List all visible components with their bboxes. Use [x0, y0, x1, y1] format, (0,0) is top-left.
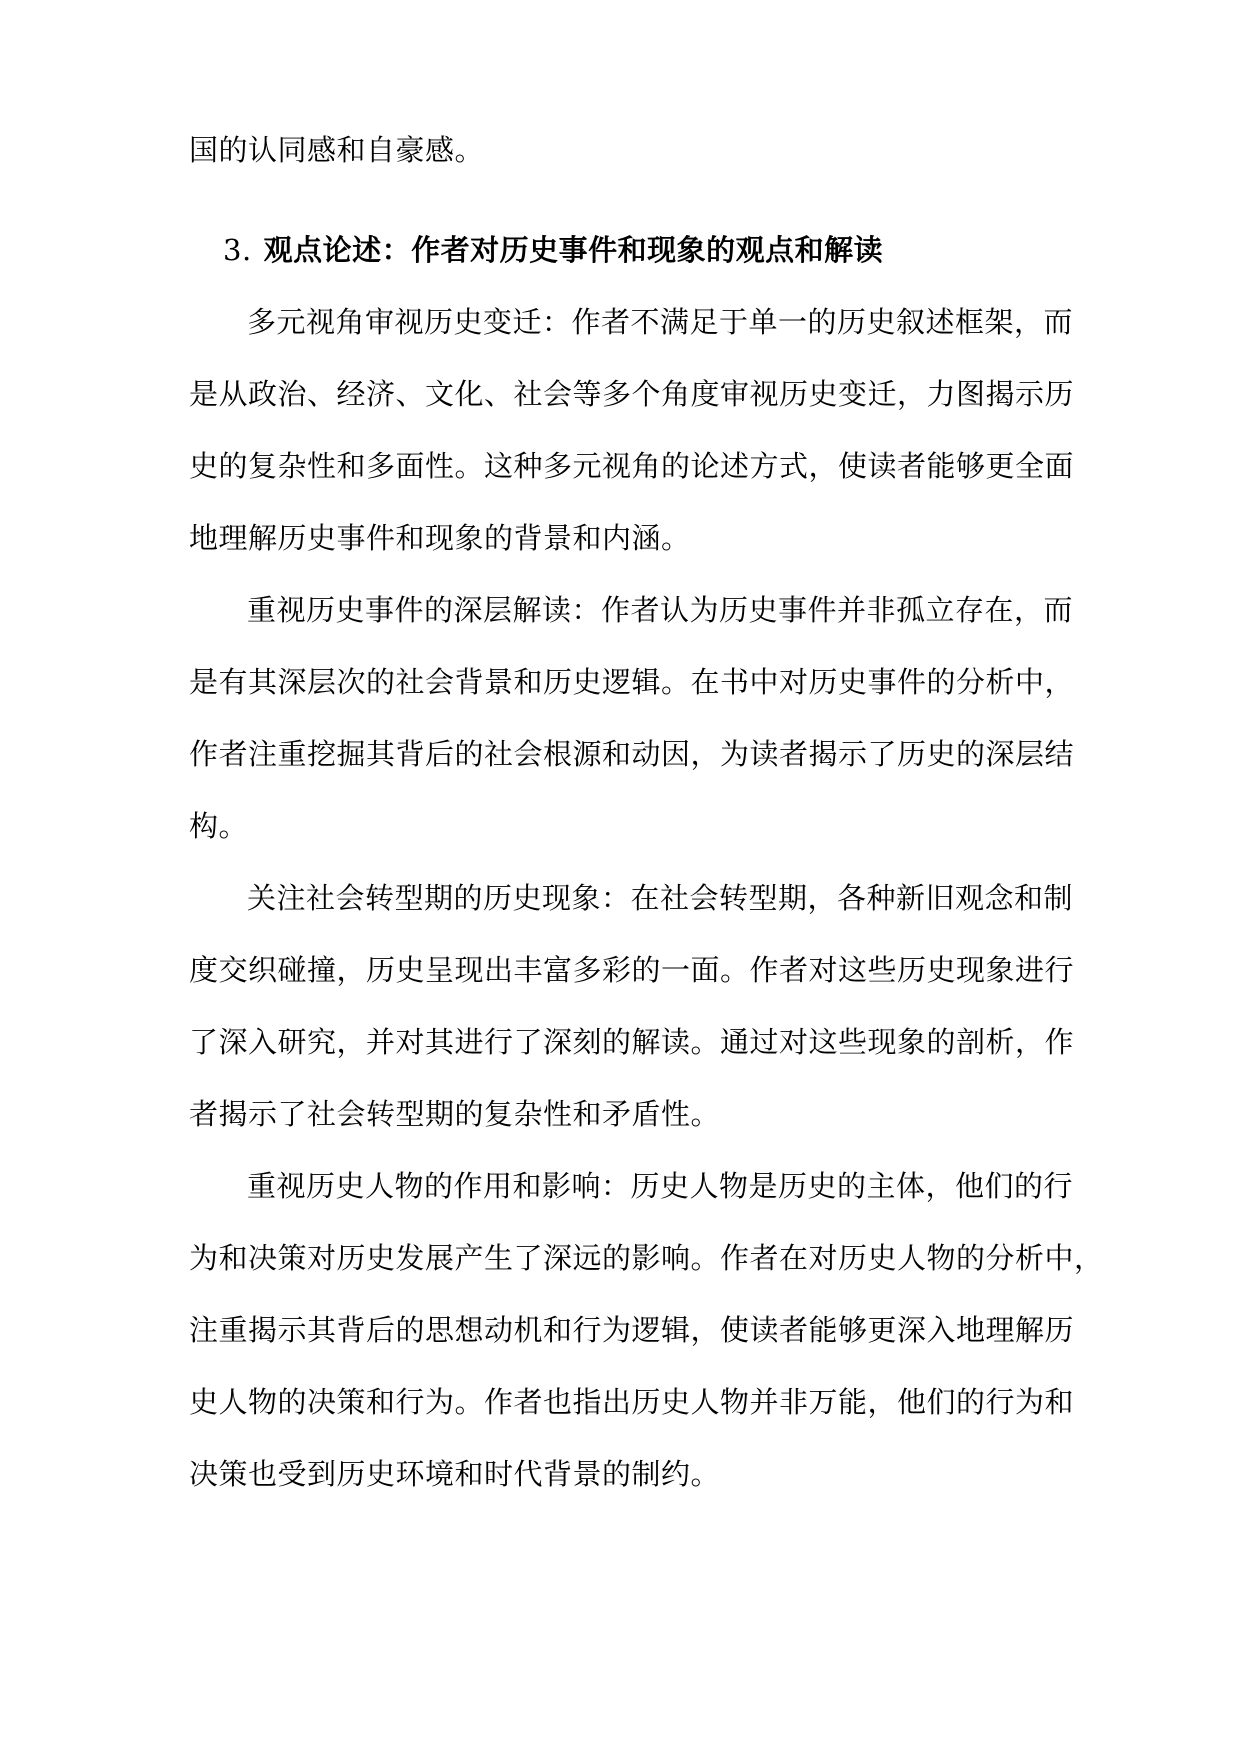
paragraph-line: 为和决策对历史发展产生了深远的影响。作者在对历史人物的分析中， — [189, 1241, 1104, 1275]
paragraph-line: 国的认同感和自豪感。 — [189, 133, 485, 167]
paragraph-line: 度交织碰撞，历史呈现出丰富多彩的一面。作者对这些历史现象进行 — [189, 953, 1075, 987]
section-heading — [189, 230, 1081, 270]
paragraph-line: 史人物的决策和行为。作者也指出历史人物并非万能，他们的行为和 — [189, 1385, 1075, 1419]
paragraph-line: 史的复杂性和多面性。这种多元视角的论述方式，使读者能够更全面 — [189, 449, 1075, 483]
paragraph-line: 是有其深层次的社会背景和历史逻辑。在书中对历史事件的分析中， — [189, 665, 1075, 699]
paragraph-line: 注重揭示其背后的思想动机和行为逻辑，使读者能够更深入地理解历 — [189, 1313, 1075, 1347]
paragraph-line: 关注社会转型期的历史现象：在社会转型期，各种新旧观念和制 — [247, 881, 1074, 915]
paragraph-line: 多元视角审视历史变迁：作者不满足于单一的历史叙述框架，而 — [247, 305, 1074, 339]
paragraph-line: 地理解历史事件和现象的背景和内涵。 — [189, 521, 691, 555]
paragraph-line: 者揭示了社会转型期的复杂性和矛盾性。 — [189, 1097, 721, 1131]
paragraph-line: 是从政治、经济、文化、社会等多个角度审视历史变迁，力图揭示历 — [189, 377, 1075, 411]
paragraph-line: 作者注重挖掘其背后的社会根源和动因，为读者揭示了历史的深层结 — [189, 737, 1075, 771]
paragraph-line: 决策也受到历史环境和时代背景的制约。 — [189, 1457, 721, 1491]
section-title: 观点论述：作者对历史事件和现象的观点和解读 — [263, 233, 884, 267]
paragraph-line: 了深入研究，并对其进行了深刻的解读。通过对这些现象的剖析，作 — [189, 1025, 1075, 1059]
section-number: 3. — [223, 233, 252, 267]
paragraph-line: 重视历史事件的深层解读：作者认为历史事件并非孤立存在，而 — [247, 593, 1074, 627]
paragraph-line: 构。 — [189, 809, 249, 843]
paragraph-line: 重视历史人物的作用和影响：历史人物是历史的主体，他们的行 — [247, 1169, 1074, 1203]
